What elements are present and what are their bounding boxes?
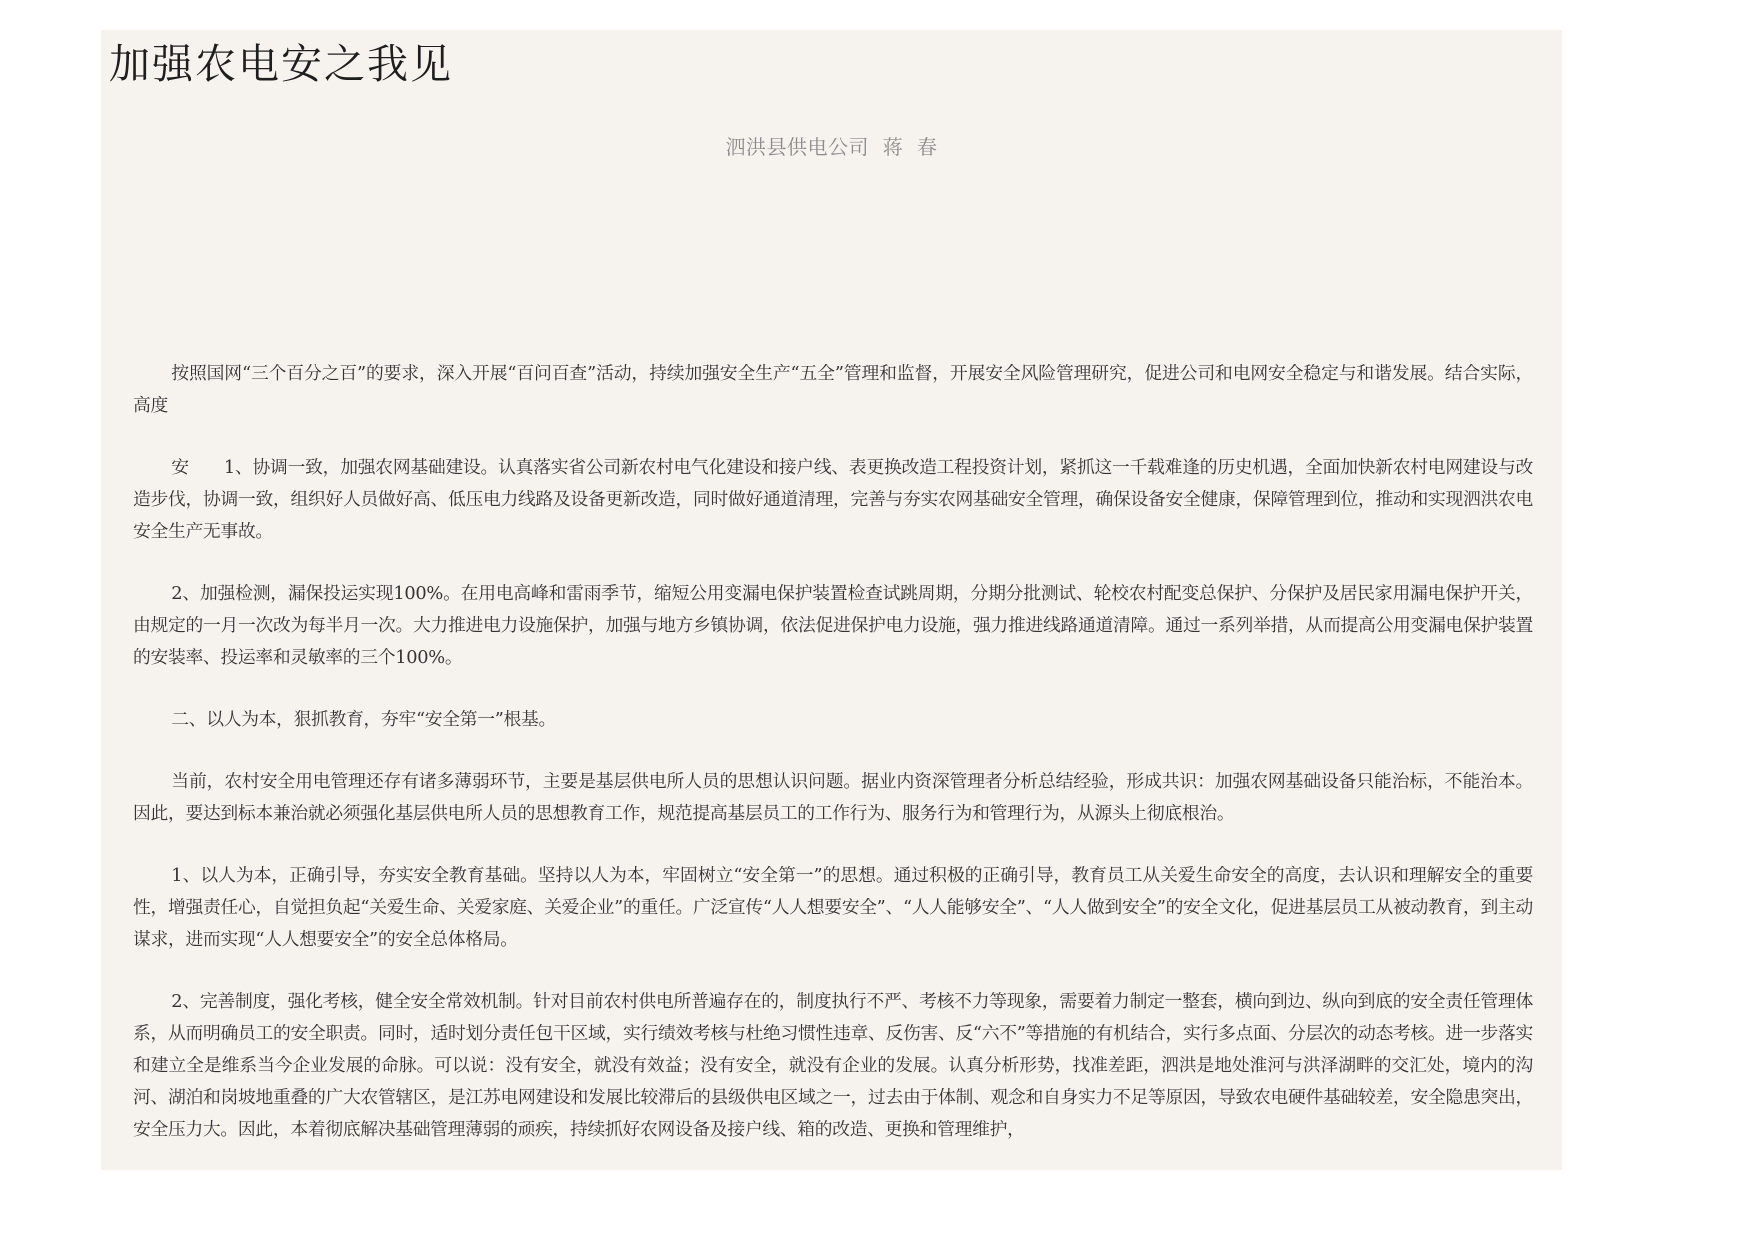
document-body — [133, 358, 1533, 1176]
paragraph: 1、以人为本，正确引导，夯实安全教育基础。坚持以人为本，牢固树立“安全第一”的思想。通过积极的正确引导，教育员工从关爱生命安全的高度，去认识和理解安全的重要性，增强责任心，自觉担负起“关爱生命、关爱家庭、关爱企业”的重任。广泛宣传“人人想要安全”、“人人能够安全”、“人人做到安全”的安全文化，促进基层员工从被动教育，到主动谋求，进而实现“人人想要安全”的安全总体格局。 — [133, 865, 1533, 950]
paragraph: 2、完善制度，强化考核，健全安全常效机制。针对目前农村供电所普遍存在的，制度执行不严、考核不力等现象，需要着力制定一整套，横向到边、纵向到底的安全责任管理体系，从而明确员工的安全职责。同时，适时划分责任包干区域，实行绩效考核与杜绝习惯性违章、反伤害、反“六不”等措施的有机结合，实行多点面、分层次的动态考核。进一步落实和建立全是维系当今企业发展的命脉。可以说：没有安全，就没有效益；没有安全，就没有企业的发展。认真分析形势，找准差距，泗洪是地处淮河与洪泽湖畔的交汇处，境内的沟河、湖泊和岗坡地重叠的广大农管辖区，是江苏电网建设和发展比较滞后的县级供电区域之一，过去由于体制、观念和自身实力不足等原因，导致农电硬件基础较差，安全隐患突出，安全压力大。因此，本着彻底解决基础管理薄弱的顽疾，持续抓好农网设备及接户线、箱的改造、更换和管理维护， — [133, 991, 1533, 1140]
paragraph: 当前，农村安全用电管理还存有诸多薄弱环节，主要是基层供电所人员的思想认识问题。据业内资深管理者分析总结经验，形成共识：加强农网基础设备只能治标，不能治本。因此，要达到标本兼治就必须强化基层供电所人员的思想教育工作，规范提高基层员工的工作行为、服务行为和管理行为，从源头上彻底根治。 — [133, 771, 1533, 824]
document-page — [101, 30, 1562, 1170]
paragraph: 按照国网“三个百分之百”的要求，深入开展“百问百查”活动，持续加强安全生产“五全”管理和监督，开展安全风险管理研究，促进公司和电网安全稳定与和谐发展。结合实际，高度 — [133, 363, 1533, 416]
document-author: 泗洪县供电公司 蒋 春 — [725, 135, 938, 159]
section-heading: 二、以人为本，狠抓教育，夯牢“安全第一”根基。 — [171, 709, 556, 730]
paragraph: 安 1、协调一致，加强农网基础建设。认真落实省公司新农村电气化建设和接户线、表更换改造工程投资计划，紧抓这一千载难逢的历史机遇，全面加快新农村电网建设与改造步伐，协调一致，组织好人员做好高、低压电力线路及设备更新改造，同时做好通道清理，完善与夯实农网基础安全管理，确保设备安全健康，保障管理到位，推动和实现泗洪农电安全生产无事故。 — [133, 457, 1533, 542]
paragraph: 2、加强检测，漏保投运实现100%。在用电高峰和雷雨季节，缩短公用变漏电保护装置检查试跳周期，分期分批测试、轮校农村配变总保护、分保护及居民家用漏电保护开关，由规定的一月一次改为每半月一次。大力推进电力设施保护，加强与地方乡镇协调，依法促进保护电力设施，强力推进线路通道清障。通过一系列举措，从而提高公用变漏电保护装置的安装率、投运率和灵敏率的三个100%。 — [133, 583, 1533, 668]
document-title: 加强农电安之我见 — [109, 40, 453, 88]
